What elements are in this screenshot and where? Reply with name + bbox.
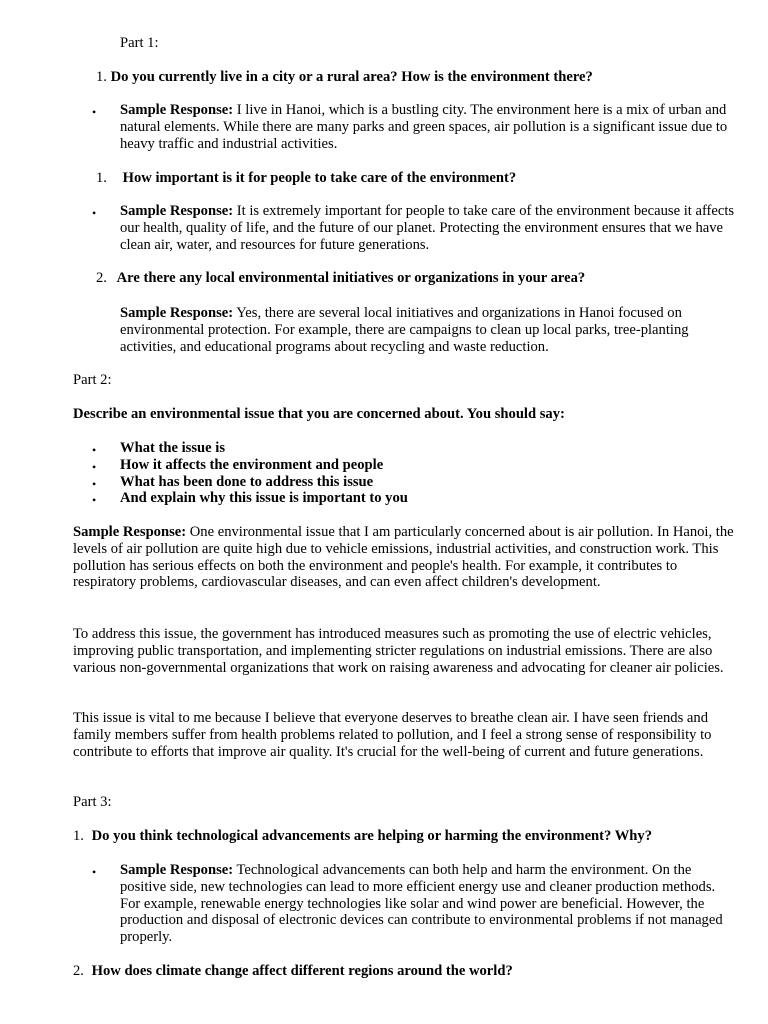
response-text: Yes, there are several local initiatives and organizations in Hanoi focused on environmental protection. For example, there are campaigns to clean up local parks, tree-planting activities, and educational programs about recycling and waste reduction.: [120, 305, 689, 355]
response-label: Sample Response:: [73, 524, 187, 540]
part3-question-2-text: How does climate change affect different regions around the world?: [91, 963, 513, 979]
part1-question-2: [96, 170, 736, 187]
part3-heading: Part 3:: [73, 794, 112, 810]
part1-question-2-number: 1.: [96, 170, 107, 186]
part2-bullet-3: What has been done to address this issue: [120, 474, 374, 490]
response-label: Sample Response:: [120, 203, 234, 219]
part1-response-3: [120, 305, 735, 355]
response-label: Sample Response:: [120, 102, 234, 118]
bullet-icon: •: [92, 477, 97, 491]
part1-question-3-text: Are there any local environmental initiatives or organizations in your area?: [116, 270, 586, 286]
part3-question-1: [73, 828, 738, 845]
part3-question-2-number: 2.: [73, 963, 84, 979]
bullet-icon: •: [92, 493, 97, 507]
part3-response-1: [120, 862, 735, 946]
part1-question-1: [96, 69, 736, 86]
part2-heading: Part 2:: [73, 372, 112, 388]
part1-question-1-number: 1.: [96, 69, 107, 85]
response-text: Technological advancements can both help and harm the environment. On the positive side, new technologies can lead to more efficient energy use and cleaner production methods. For example, renewable energy technologies like solar and wind power are beneficial. However, the production and disposal of electronic devices can contribute to environmental problems if not managed properly.: [120, 862, 723, 946]
part1-response-2: [120, 203, 735, 253]
part2-paragraph-2: To address this issue, the government has introduced measures such as promoting the use of electric vehicles, improving public transportation, and implementing stricter regulations on industrial emissions. There are also various non-governmental organizations that work on raising awareness and advocating for cleaner air policies.: [73, 626, 724, 676]
part2-bullet-4: And explain why this issue is important to you: [120, 490, 408, 506]
response-label: Sample Response:: [120, 305, 234, 321]
part2-prompt: Describe an environmental issue that you are concerned about. You should say:: [73, 406, 565, 422]
response-text: I live in Hanoi, which is a bustling city. The environment here is a mix of urban and natural elements. While there are many parks and green spaces, air pollution is a significant issue due to heavy traffic and industrial activities.: [120, 102, 728, 152]
part1-heading: Part 1:: [120, 35, 159, 51]
part2-bullet-2: How it affects the environment and people: [120, 457, 384, 473]
bullet-icon: •: [92, 865, 97, 879]
part2-paragraph-3: This issue is vital to me because I believe that everyone deserves to breathe clean air. I have seen friends and family members suffer from health problems related to pollution, and I feel a strong sense of responsibility to contribute to efforts that improve air quality. It's crucial for the well-being of current and future generations.: [73, 710, 712, 760]
part2-response: [73, 524, 735, 591]
bullet-icon: •: [92, 105, 97, 119]
bullet-icon: •: [92, 460, 97, 474]
bullet-icon: •: [92, 443, 97, 457]
response-text: One environmental issue that I am particularly concerned about is air pollution. In Hanoi, the levels of air pollution are quite high due to vehicle emissions, industrial activities, and construction work. This pollution has serious effects on both the environment and people's health. For example, it contributes to respiratory problems, cardiovascular diseases, and can even affect children's development.: [73, 524, 734, 591]
part1-question-1-text: Do you currently live in a city or a rural area? How is the environment there?: [110, 69, 593, 85]
part1-question-3-number: 2.: [96, 270, 107, 286]
part1-question-2-text: How important is it for people to take care of the environment?: [122, 170, 517, 186]
response-text: It is extremely important for people to take care of the environment because it affects our health, quality of life, and the future of our planet. Protecting the environment ensures that we have clean air, water, and resources for future generations.: [120, 203, 735, 253]
response-label: Sample Response:: [120, 862, 234, 878]
part3-question-2: [73, 963, 738, 980]
part2-bullet-1: What the issue is: [120, 440, 226, 456]
part3-question-1-number: 1.: [73, 828, 84, 844]
part3-question-1-text: Do you think technological advancements are helping or harming the environment? Why?: [91, 828, 653, 844]
part1-question-3: [96, 270, 736, 287]
part1-response-1: [120, 102, 735, 152]
bullet-icon: •: [92, 206, 97, 220]
